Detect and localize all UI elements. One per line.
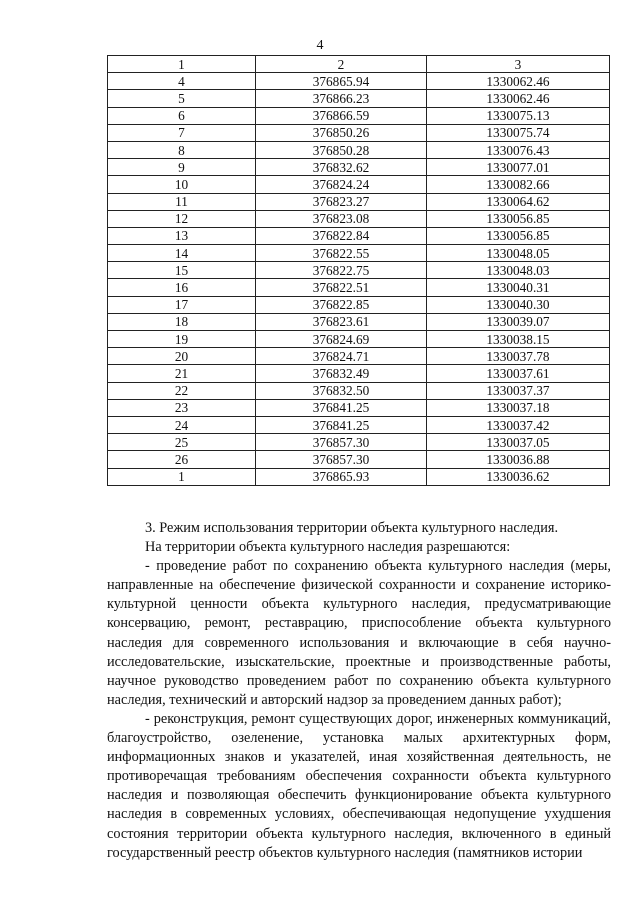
table-row [108,468,610,485]
cell-x-coordinate: 376850.28 [256,141,427,158]
cell-y-coordinate: 1330076.43 [427,141,610,158]
cell-point-number: 11 [108,193,256,210]
cell-x-coordinate: 376822.55 [256,245,427,262]
cell-point-number: 24 [108,416,256,433]
cell-y-coordinate: 1330048.05 [427,245,610,262]
table-row [108,159,610,176]
table-row [108,313,610,330]
paragraph: - проведение работ по сохранению объекта культурного наследия (меры, направленные на обеспечение физической сохранности и сохранение историко-культурной ценности объекта культурного наследия, предусматривающие консервацию, ремонт, реставрацию, приспособление объекта культурного наследия для современного использования и включающие в себя научно-исследовательские, изыскательские, проектные и производственные работы, научное руководство проведением работ по сохранению объекта культурного наследия, технический и авторский надзор за проведением данных работ); [107,558,611,708]
cell-y-coordinate: 1330075.74 [427,124,610,141]
cell-x-coordinate: 376866.23 [256,90,427,107]
cell-y-coordinate: 1330062.46 [427,90,610,107]
header-cell-x: 2 [256,56,427,73]
cell-y-coordinate: 1330037.37 [427,382,610,399]
cell-point-number: 4 [108,73,256,90]
cell-point-number: 5 [108,90,256,107]
cell-x-coordinate: 376850.26 [256,124,427,141]
table-row [108,193,610,210]
cell-y-coordinate: 1330040.31 [427,279,610,296]
header-cell-point: 1 [108,56,256,73]
table-row [108,365,610,382]
cell-point-number: 14 [108,245,256,262]
table-row [108,451,610,468]
coordinates-table-body [108,56,610,486]
cell-x-coordinate: 376822.75 [256,262,427,279]
table-row [108,296,610,313]
cell-x-coordinate: 376841.25 [256,416,427,433]
cell-point-number: 25 [108,434,256,451]
cell-x-coordinate: 376823.61 [256,313,427,330]
table-row [108,279,610,296]
cell-y-coordinate: 1330040.30 [427,296,610,313]
cell-y-coordinate: 1330037.78 [427,348,610,365]
cell-x-coordinate: 376832.49 [256,365,427,382]
cell-point-number: 12 [108,210,256,227]
cell-point-number: 16 [108,279,256,296]
cell-y-coordinate: 1330036.62 [427,468,610,485]
cell-x-coordinate: 376832.50 [256,382,427,399]
cell-y-coordinate: 1330064.62 [427,193,610,210]
cell-point-number: 6 [108,107,256,124]
cell-x-coordinate: 376822.84 [256,227,427,244]
cell-y-coordinate: 1330037.42 [427,416,610,433]
paragraph: - реконструкция, ремонт существующих дорог, инженерных коммуникаций, благоустройство, озеленение, установка малых архитектурных форм, информационных знаков и указателей, иная хозяйственная деятельность, не противоречащая требованиям обеспечения сохранности объекта культурного наследия и позволяющая обеспечить функционирование объекта культурного наследия в современных условиях, обеспечивающая недопущение ухудшения состояния территории объекта культурного наследия, включенного в единый государственный реестр объектов культурного наследия (памятников истории [107,710,611,861]
cell-point-number: 22 [108,382,256,399]
cell-x-coordinate: 376857.30 [256,434,427,451]
cell-y-coordinate: 1330036.88 [427,451,610,468]
table-row [108,348,610,365]
table-row [108,107,610,124]
cell-x-coordinate: 376824.71 [256,348,427,365]
cell-x-coordinate: 376824.24 [256,176,427,193]
cell-point-number: 23 [108,399,256,416]
cell-y-coordinate: 1330062.46 [427,73,610,90]
cell-point-number: 17 [108,296,256,313]
table-row [108,399,610,416]
cell-point-number: 8 [108,141,256,158]
cell-point-number: 10 [108,176,256,193]
cell-y-coordinate: 1330077.01 [427,159,610,176]
cell-point-number: 13 [108,227,256,244]
cell-point-number: 19 [108,331,256,348]
table-row [108,416,610,433]
cell-y-coordinate: 1330056.85 [427,210,610,227]
table-row [108,382,610,399]
cell-x-coordinate: 376822.51 [256,279,427,296]
cell-point-number: 18 [108,313,256,330]
cell-point-number: 9 [108,159,256,176]
coordinates-table [107,55,610,486]
cell-point-number: 15 [108,262,256,279]
cell-x-coordinate: 376841.25 [256,399,427,416]
cell-x-coordinate: 376822.85 [256,296,427,313]
cell-x-coordinate: 376823.27 [256,193,427,210]
cell-x-coordinate: 376865.93 [256,468,427,485]
cell-point-number: 20 [108,348,256,365]
cell-x-coordinate: 376866.59 [256,107,427,124]
table-row [108,141,610,158]
cell-x-coordinate: 376832.62 [256,159,427,176]
cell-point-number: 1 [108,468,256,485]
paragraph: 3. Режим использования территории объекта культурного наследия. [145,520,559,536]
table-row [108,227,610,244]
cell-x-coordinate: 376823.08 [256,210,427,227]
table-row [108,90,610,107]
cell-point-number: 21 [108,365,256,382]
table-header-row [108,56,610,73]
cell-y-coordinate: 1330056.85 [427,227,610,244]
table-row [108,73,610,90]
cell-point-number: 7 [108,124,256,141]
table-row [108,331,610,348]
cell-y-coordinate: 1330037.18 [427,399,610,416]
cell-y-coordinate: 1330037.05 [427,434,610,451]
table-row [108,124,610,141]
cell-y-coordinate: 1330037.61 [427,365,610,382]
table-row [108,210,610,227]
cell-x-coordinate: 376824.69 [256,331,427,348]
body-text [107,519,611,863]
cell-x-coordinate: 376857.30 [256,451,427,468]
cell-y-coordinate: 1330082.66 [427,176,610,193]
cell-y-coordinate: 1330075.13 [427,107,610,124]
cell-y-coordinate: 1330038.15 [427,331,610,348]
table-row [108,176,610,193]
cell-y-coordinate: 1330048.03 [427,262,610,279]
table-row [108,262,610,279]
table-row [108,434,610,451]
header-cell-y: 3 [427,56,610,73]
cell-point-number: 26 [108,451,256,468]
cell-x-coordinate: 376865.94 [256,73,427,90]
cell-y-coordinate: 1330039.07 [427,313,610,330]
paragraph: На территории объекта культурного наследия разрешаются: [145,539,511,556]
page-number: 4 [316,38,324,53]
table-row [108,245,610,262]
